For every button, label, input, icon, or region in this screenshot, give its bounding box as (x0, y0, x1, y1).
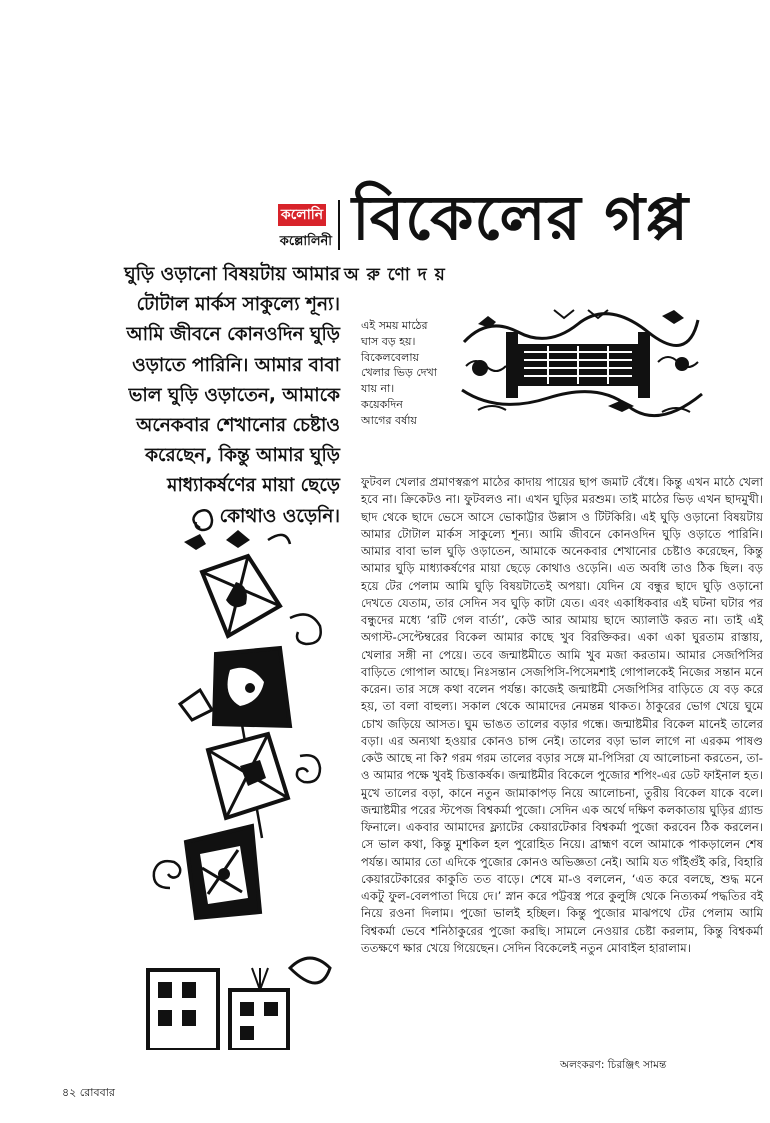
intro-line: ঘাস বড় হয়। (361, 334, 416, 348)
illustration-credit: অলংকরণ: চিরঞ্জিৎ সামন্ত (560, 1059, 667, 1071)
intro-line: বিকেলবেলায় (361, 350, 419, 364)
author-name: অরুণোদয় (344, 265, 453, 285)
intro-block (361, 318, 456, 429)
kites-and-houses-illustration (140, 498, 340, 1050)
intro-line: আগের বর্ষায় (361, 413, 417, 427)
body-paragraph: ফুটবল খেলার প্রমাণস্বরূপ মাঠের কাদায় পায়ের ছাপ জমাট বেঁধে। কিন্তু এখন মাঠে খেলা হবে না। ক্রিকেটও না। ফুটবলও না। এখন ঘুড়ির মরশুম। তাই মাঠের ভিড় এখন ছাদমুখী। ছাদ থেকে ছাদে ভেসে আসে ভোকাট্টার উল্লাস ও টিটকিরি। এই ঘুড়ি ওড়ানো বিষয়টায় আমার টোটাল মার্কস সাকুল্যে শূন্য। আমি জীবনে কোনওদিন ঘুড়ি ওড়াতে পারিনি। আমার বাবা ভাল ঘুড়ি ওড়াতেন, আমাকে অনেকবার শেখানোর চেষ্টাও করেছেন, কিন্তু আমার ঘুড়ি মাধ্যাকর্ষণের মায়া ছেড়ে কোথাও ওড়েনি। এত অবধি তাও ঠিক ছিল। বড় হয়ে টের পেলাম আমি ঘুড়ি বিষয়টাতেই অপয়া। যেদিন যে বন্ধুর ছাদে ঘুড়ি ওড়ানো দেখতে যেতাম, তার সেদিন সব ঘুড়ি কাটা যেত। এবং একাধিকবার এই ঘটনা ঘটার পর বন্ধুদের মধ্যে ‘রটি গেল বার্তা’, কেউ আর আমায় ছাদে অ্যালাউ করত না। তাই এই অগাস্ট-সেপ্টেম্বরের বিকেল আমার কাছে খুব বিরক্তিকর। একা একা ঘুরতাম রাস্তায়, খেলার সঙ্গী না পেয়ে। তবে জন্মাষ্টমীতে আমি খুব মজা করতাম। আমার সেজপিসির বাড়িতে গোপাল আছে। নিঃসন্তান সেজপিসি-পিসেমশাই গোপালকেই নিজের সন্তান মনে করেন। তার সঙ্গে কথা বলেন পর্যন্ত। কাজেই জন্মাষ্টমী সেজপিসির বাড়িতে যে বড় করে হয়, তা বলা বাহুল্য। সকাল থেকে আমাদের নেমন্তন্ন থাকত। ঠাকুরের ভোগ খেয়ে ঘুমে চোখ জড়িয়ে আসত। ঘুম ভাঙত তালের বড়ার গন্ধে। জন্মাষ্টমীর বিকেল মানেই তালের বড়া। এর অন্যথা হওয়ার কোনও চান্স নেই। তালের বড়া ভাল লাগে না এরকম পাষণ্ড কেউ আছে না কি? গরম গরম তালের বড়ার সঙ্গে মা-পিসিরা যে আলোচনা করতেন, তা-ও আমার পক্ষে খুবই চিত্তাকর্ষক। জন্মাষ্টমীর বিকেলে পুজোর শপিং-এর ডেট ফাইনাল হত। মুখে তালের বড়া, কানে নতুন জামাকাপড় নিয়ে আলোচনা, তুরীয় বিকেল যাকে বলে। জন্মাষ্টমীর পরের স্টপেজ বিশ্বকর্মা পুজো। সেদিন এক অর্থে দক্ষিণ কলকাতায় ঘুড়ির গ্র্যান্ড ফিনালে। একবার আমাদের ফ্ল্যাটের কেয়ারটেকার বিশ্বকর্মা পুজো করবেন ঠিক করলেন। সে ভাল কথা, কিন্তু মুশকিল হল পুরোহিত নিয়ে। ব্রাহ্মণ বলে আমাকে পাকড়ালেন শেষ পর্যন্ত। আমার তো এদিকে পুজোর কোনও অভিজ্ঞতা নেই। আমি যত গাঁইগুঁই করি, বিহারি কেয়ারটেকারের কাকুতি তত বাড়ে। শেষে মা-ও বললেন, ‘এত করে বলছে, শুদ্ধ মনে একটু ফুল-বেলপাতা দিয়ে দে।’ স্নান করে পট্টবস্ত্র পরে কুলুঙ্গি থেকে নিত্যকর্ম পদ্ধতির বই নিয়ে রওনা দিলাম। পুজো ভালই হচ্ছিল। কিন্তু পুজোর মাঝপথে টের পেলাম আমি বিশ্বকর্মা ভেবে শনিঠাকুরের পুজো করছি। সামলে নেওয়ার চেষ্টা করলাম, কিন্তু বিশ্বকর্মা ততক্ষণে ক্ষার খেয়ে গিয়েছেন। সেদিন বিকেলেই নতুন মোবাইল হারালাম। (361, 475, 763, 955)
spindle-birds-illustration (458, 302, 706, 422)
body-text (361, 474, 763, 957)
header-divider (338, 200, 340, 250)
intro-line: খেলার ভিড় দেখা (361, 366, 437, 380)
section-tag: কলোনি (278, 204, 326, 226)
lead-paragraph: ঘুড়ি ওড়ানো বিষয়টায় আমার টোটাল মার্কস সাকুল্যে শূন্য। আমি জীবনে কোনওদিন ঘুড়ি ওড়াতে পারিনি। আমার বাবা ভাল ঘুড়ি ওড়াতেন, আমাকে অনেকবার শেখানোর চেষ্টাও করেছেন, কিন্তু আমার ঘুড়ি মাধ্যাকর্ষণের মায়া ছেড়ে কোথাও ওড়েনি। (124, 264, 340, 527)
page-folio: ৪২ রোববার (62, 1086, 115, 1099)
page-title: বিকেলের গপ্প (352, 181, 690, 254)
intro-line: যায় না। (361, 382, 395, 396)
intro-line: কয়েকদিন (361, 397, 403, 411)
section-subtag: কল্লোলিনী (279, 234, 332, 249)
intro-line: এই সময় মাঠের (361, 319, 428, 332)
